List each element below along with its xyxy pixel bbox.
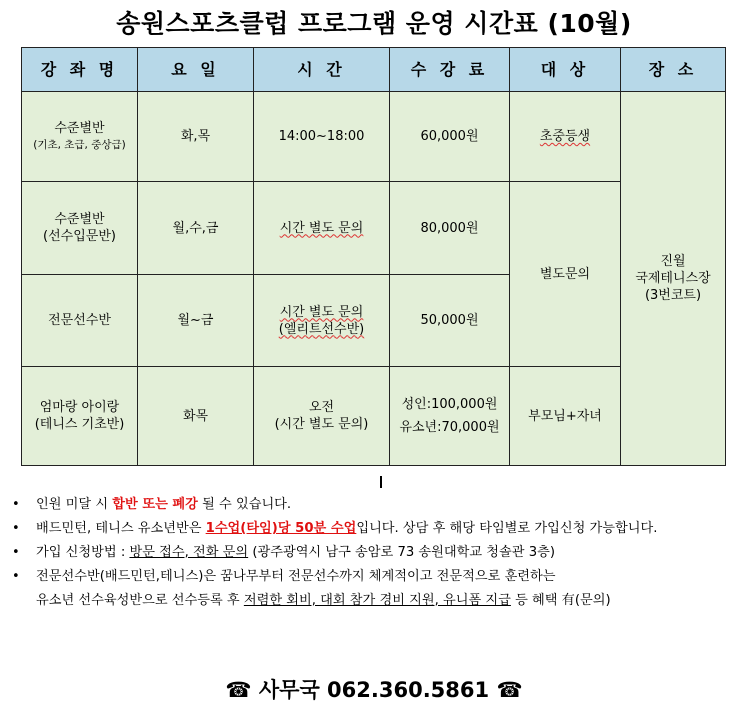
course-subtitle: (기초, 초급, 중상급) xyxy=(33,138,126,151)
target-cell: 부모님+자녀 xyxy=(510,367,621,466)
divider-tick xyxy=(380,476,382,488)
table-header-row xyxy=(22,48,726,92)
time-cell xyxy=(254,182,390,275)
course-name: 엄마랑 아이랑 xyxy=(39,400,120,415)
course-cell xyxy=(22,367,138,466)
days-cell: 화,목 xyxy=(138,92,254,182)
note-text: 유소년 선수육성반으로 선수등록 후 xyxy=(36,593,244,608)
header-location: 장 소 xyxy=(621,48,726,92)
fee-cell: 60,000원 xyxy=(390,92,510,182)
note-text: 가입 신청방법 : xyxy=(36,545,130,560)
header-days: 요 일 xyxy=(138,48,254,92)
location-line-1: 진월 xyxy=(660,254,686,269)
note-highlight: 합반 또는 폐강 xyxy=(112,497,198,512)
note-highlight: 1수업(타임)당 50분 수업 xyxy=(205,521,357,536)
fee-cell: 80,000원 xyxy=(390,182,510,275)
days-cell: 월,수,금 xyxy=(138,182,254,275)
time-text: 시간 별도 문의 xyxy=(279,220,364,236)
location-line-2: 국제테니스장 xyxy=(635,271,711,286)
note-text: 배드민턴, 테니스 유소년반은 xyxy=(36,521,206,536)
course-subtitle: (테니스 기초반) xyxy=(34,417,125,432)
course-cell: 전문선수반 xyxy=(22,275,138,367)
note-item xyxy=(10,517,745,541)
note-underline: 저렴한 회비, 대회 참가 경비 지원, 유니폼 지급 xyxy=(243,593,511,608)
time-cell xyxy=(254,367,390,466)
office-contact xyxy=(0,674,748,704)
header-fee: 수 강 료 xyxy=(390,48,510,92)
note-text: 전문선수반(배드민턴,테니스)은 꿈나무부터 전문선수까지 체계적이고 전문적으로 훈련하는 xyxy=(36,569,556,584)
header-time: 시 간 xyxy=(254,48,390,92)
target-cell xyxy=(510,92,621,182)
fee-cell xyxy=(390,367,510,466)
note-underline: 방문 접수, 전화 문의 xyxy=(129,545,249,560)
fee-youth: 유소년:70,000원 xyxy=(399,420,500,435)
bullet-icon: • xyxy=(12,497,20,512)
note-text: (광주광역시 남구 송암로 73 송원대학교 청솔관 3층) xyxy=(248,545,555,560)
target-cell: 별도문의 xyxy=(510,182,621,367)
time-cell xyxy=(254,275,390,367)
header-target: 대 상 xyxy=(510,48,621,92)
notes-list xyxy=(10,493,745,613)
course-name: 수준별반 xyxy=(54,120,105,136)
note-text: 입니다. 상담 후 해당 타임별로 가입신청 가능합니다. xyxy=(356,521,658,536)
course-cell xyxy=(22,182,138,275)
target-text: 초중등생 xyxy=(539,129,591,144)
location-cell xyxy=(621,92,726,466)
time-subtitle: (엘리트선수반) xyxy=(278,321,365,337)
bullet-icon: • xyxy=(12,521,20,536)
office-label: 사무국 xyxy=(258,678,320,702)
time-text: 오전 xyxy=(308,400,335,415)
course-name: 수준별반 xyxy=(54,212,105,227)
note-item xyxy=(10,565,745,613)
note-item xyxy=(10,493,745,517)
bullet-icon: • xyxy=(12,545,20,560)
table-row xyxy=(22,92,726,182)
time-cell: 14:00~18:00 xyxy=(254,92,390,182)
days-cell: 화목 xyxy=(138,367,254,466)
table-row xyxy=(22,367,726,466)
course-subtitle: (선수입문반) xyxy=(43,229,116,244)
schedule-table xyxy=(21,47,726,466)
fee-adult: 성인:100,000원 xyxy=(401,397,498,412)
header-course: 강 좌 명 xyxy=(22,48,138,92)
time-text: 시간 별도 문의 xyxy=(279,304,364,320)
course-cell xyxy=(22,92,138,182)
page-title: 송원스포츠클럽 프로그램 운영 시간표 (10월) xyxy=(116,9,632,38)
time-subtitle: (시간 별도 문의) xyxy=(274,417,369,432)
note-text: 될 수 있습니다. xyxy=(197,497,292,512)
note-item xyxy=(10,541,745,565)
table-row xyxy=(22,182,726,275)
phone-icon: ☎ xyxy=(496,678,523,702)
phone-icon: ☎ xyxy=(225,678,252,702)
office-phone: 062.360.5861 xyxy=(327,678,490,702)
bullet-icon: • xyxy=(12,569,20,584)
note-text: 등 혜택 有(문의) xyxy=(510,593,611,608)
location-line-3: (3번코트) xyxy=(644,288,702,303)
fee-cell: 50,000원 xyxy=(390,275,510,367)
note-text: 인원 미달 시 xyxy=(36,497,113,512)
days-cell: 월~금 xyxy=(138,275,254,367)
